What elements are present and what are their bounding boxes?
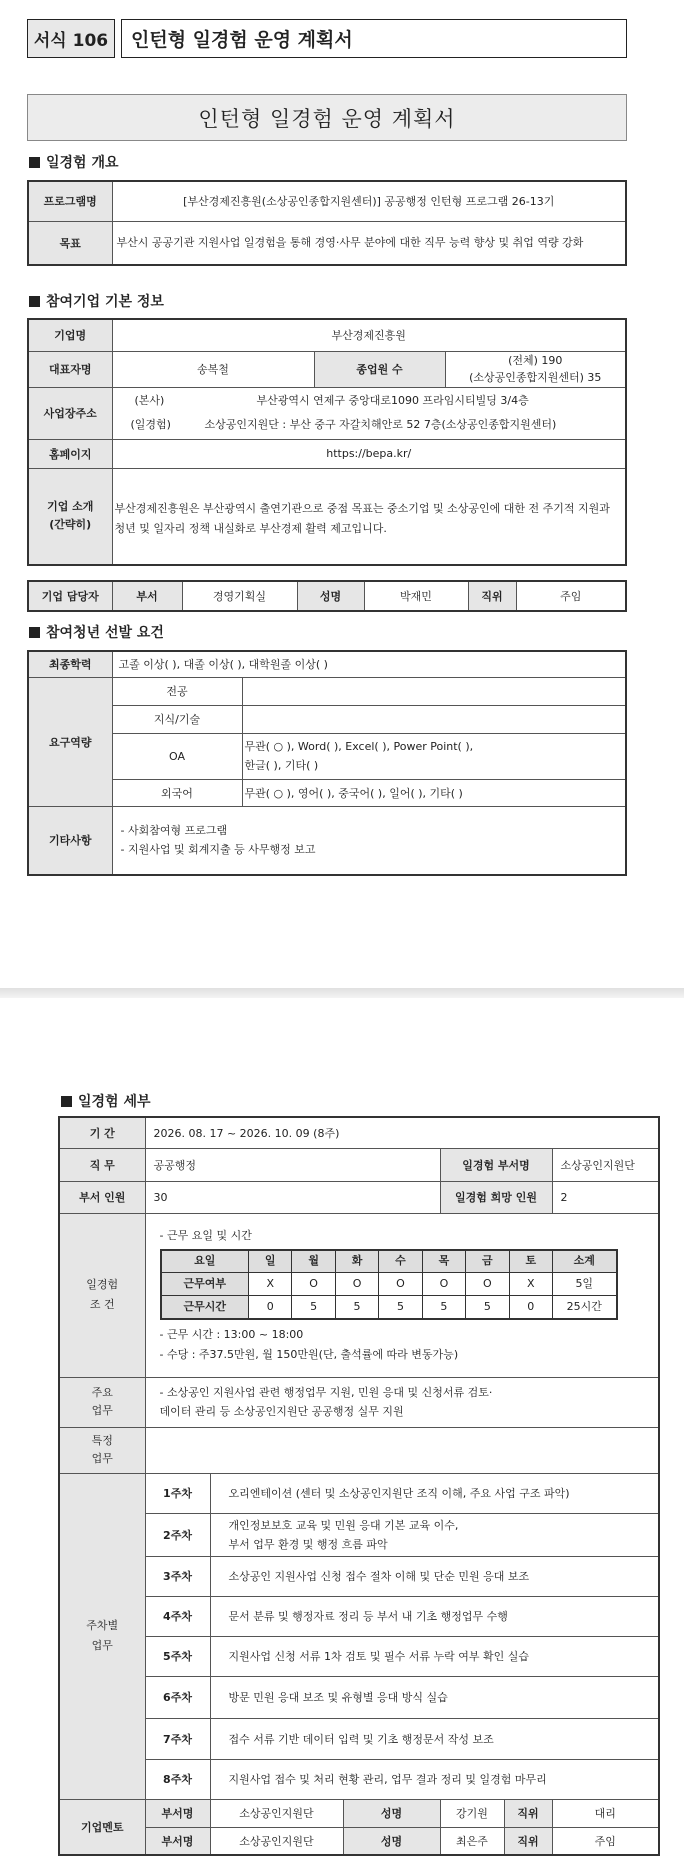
contact-label: 기업 담당자	[28, 581, 112, 611]
language-label: 외국어	[112, 779, 242, 806]
work-tag: (일경험)	[130, 418, 171, 431]
requirements-table	[27, 650, 627, 876]
skill-label: 지식/기술	[112, 705, 242, 733]
intro-value: 부산경제진흥원은 부산광역시 출연기관으로 중점 목표는 중소기업 및 소상공인에 대한 전 주기적 지원과 청년 및 일자리 정책 내실화로 부산경제 활력 제고입니다.	[112, 468, 626, 565]
mentor-dept-label: 부서명	[145, 1799, 210, 1827]
schedule-row-workdays: 근무여부 X O O O O O X 5일	[161, 1273, 617, 1296]
dept-label: 일경험 부서명	[440, 1148, 552, 1181]
section-overview-heading	[29, 152, 119, 172]
contact-position-label: 직위	[468, 581, 516, 611]
schedule-header-row: 요일 일 월 화 수 목 금 토 소계	[161, 1250, 617, 1273]
staff-label: 부서 인원	[59, 1181, 145, 1213]
weekly-label: 주차별 업무	[59, 1473, 145, 1799]
ceo-label: 대표자명	[28, 351, 112, 387]
detail-table	[58, 1116, 660, 1856]
education-label: 최종학력	[28, 651, 112, 677]
contact-name-label: 성명	[297, 581, 364, 611]
mentor-name-label: 성명	[343, 1799, 440, 1827]
company-name-value: 부산경제진흥원	[112, 319, 626, 351]
section-requirements-heading	[29, 622, 164, 642]
company-table	[27, 318, 627, 566]
employee-value	[445, 351, 626, 387]
mentor-name-value: 최은주	[440, 1827, 504, 1855]
document-title: 인턴형 일경험 운영 계획서	[27, 94, 627, 141]
week-task: 지원사업 신청 서류 1차 검토 및 필수 서류 누락 여부 확인 실습	[210, 1636, 659, 1676]
main-duty-label: 주요 업무	[59, 1377, 145, 1427]
form-code: 서식 106	[27, 19, 115, 58]
section-title: 일경험 세부	[78, 1094, 151, 1110]
week-number: 2주차	[145, 1513, 210, 1556]
week-task: 접수 서류 기반 데이터 입력 및 기초 행정문서 작성 보조	[210, 1718, 659, 1759]
hq-tag: (본사)	[134, 394, 165, 407]
goal-label: 목표	[28, 221, 112, 265]
mentor-name-label: 성명	[343, 1827, 440, 1855]
week-number: 7주차	[145, 1718, 210, 1759]
employee-center: (소상공인종합지원센터) 35	[469, 371, 602, 384]
etc-item: - 지원사업 및 회계지출 등 사무행정 보고	[120, 843, 316, 857]
mentor-dept-value: 소상공인지원단	[210, 1799, 343, 1827]
section-title: 참여청년 선발 요건	[46, 625, 164, 641]
skill-value	[242, 705, 626, 733]
major-label: 전공	[112, 677, 242, 705]
form-header	[27, 19, 627, 58]
intro-label: 기업 소개 (간략히)	[28, 468, 112, 565]
mentor-position-label: 직위	[504, 1799, 552, 1827]
mentor-dept-label: 부서명	[145, 1827, 210, 1855]
section-company-heading	[29, 291, 164, 311]
program-label: 프로그램명	[28, 181, 112, 221]
oa-label: OA	[112, 733, 242, 779]
education-value: 고졸 이상( ), 대졸 이상( ), 대학원졸 이상( )	[112, 651, 626, 677]
want-label: 일경험 희망 인원	[440, 1181, 552, 1213]
contact-position-value: 주임	[516, 581, 626, 611]
hq-address: 부산광역시 연제구 중앙대로1090 프라임시티빌딩 3/4층	[256, 394, 529, 407]
mentor-name-value: 강기원	[440, 1799, 504, 1827]
period-value: 2026. 08. 17 ~ 2026. 10. 09 (8주)	[145, 1117, 659, 1148]
allowance: - 수당 : 주37.5만원, 월 150만원(단, 출석률에 따라 변동가능)	[159, 1347, 459, 1361]
mentor-label: 기업멘토	[59, 1799, 145, 1855]
week-task: 문서 분류 및 행정자료 정리 등 부서 내 기초 행정업무 수행	[210, 1596, 659, 1636]
week-task: 개인정보보호 교육 및 민원 응대 기본 교육 이수, 부서 업무 환경 및 행정 흐름 파악	[210, 1513, 659, 1556]
square-bullet-icon	[29, 627, 40, 638]
schedule-row-hours: 근무시간 0 5 5 5 5 5 0 25시간	[161, 1296, 617, 1319]
want-value: 2	[552, 1181, 659, 1213]
period-label: 기 간	[59, 1117, 145, 1148]
duty-value: 공공행정	[145, 1148, 440, 1181]
overview-table	[27, 180, 627, 266]
language-value: 무관( ○ ), 영어( ), 중국어( ), 일어( ), 기타( )	[242, 779, 626, 806]
ceo-value: 송복철	[112, 351, 314, 387]
homepage-value[interactable]: https://bepa.kr/	[112, 439, 626, 468]
goal-value: 부산시 공공기관 지원사업 일경험을 통해 경영·사무 분야에 대한 직무 능력 향상 및 취업 역량 강화	[112, 221, 626, 265]
square-bullet-icon	[29, 296, 40, 307]
employee-label: 종업원 수	[314, 351, 445, 387]
duty-label: 직 무	[59, 1148, 145, 1181]
section-detail-heading	[61, 1091, 151, 1111]
mentor-position-value: 대리	[552, 1799, 659, 1827]
address-value	[112, 387, 626, 439]
major-value	[242, 677, 626, 705]
week-number: 4주차	[145, 1596, 210, 1636]
dept-value: 소상공인지원단	[552, 1148, 659, 1181]
etc-value	[112, 806, 626, 875]
week-number: 6주차	[145, 1676, 210, 1718]
contact-dept-value: 경영기획실	[182, 581, 297, 611]
company-name-label: 기업명	[28, 319, 112, 351]
week-task: 오리엔테이션 (센터 및 소상공인지원단 조직 이해, 주요 사업 구조 파악)	[210, 1473, 659, 1513]
section-title: 참여기업 기본 정보	[46, 294, 164, 310]
schedule-table	[160, 1249, 618, 1320]
week-task: 방문 민원 응대 보조 및 유형별 응대 방식 실습	[210, 1676, 659, 1718]
employee-total: (전체) 190	[508, 354, 563, 367]
section-title: 일경험 개요	[46, 155, 119, 171]
program-value: [부산경제진흥원(소상공인종합지원센터)] 공공행정 인턴형 프로그램 26-13기	[112, 181, 626, 221]
week-number: 3주차	[145, 1556, 210, 1596]
etc-item: - 사회참여형 프로그램	[120, 824, 228, 838]
contact-table	[27, 580, 627, 612]
page-divider	[0, 988, 684, 998]
special-duty-value	[145, 1427, 659, 1473]
week-number: 8주차	[145, 1759, 210, 1799]
form-title: 인턴형 일경험 운영 계획서	[121, 19, 627, 58]
address-label: 사업장주소	[28, 387, 112, 439]
condition-intro: - 근무 요일 및 시간	[159, 1228, 252, 1242]
square-bullet-icon	[29, 157, 40, 168]
square-bullet-icon	[61, 1096, 72, 1107]
work-time: - 근무 시간 : 13:00 ~ 18:00	[159, 1327, 304, 1341]
mentor-position-value: 주임	[552, 1827, 659, 1855]
etc-label: 기타사항	[28, 806, 112, 875]
work-address: 소상공인지원단 : 부산 중구 자갈치해안로 52 7층(소상공인종합지원센터)	[204, 418, 557, 431]
week-number: 5주차	[145, 1636, 210, 1676]
mentor-dept-value: 소상공인지원단	[210, 1827, 343, 1855]
oa-value: 무관( ○ ), Word( ), Excel( ), Power Point( ), 한글( ), 기타( )	[242, 733, 626, 779]
homepage-label: 홈페이지	[28, 439, 112, 468]
staff-value: 30	[145, 1181, 440, 1213]
special-duty-label: 특정 업무	[59, 1427, 145, 1473]
condition-value	[145, 1213, 659, 1377]
competency-label: 요구역량	[28, 677, 112, 806]
contact-dept-label: 부서	[112, 581, 182, 611]
week-task: 소상공인 지원사업 신청 접수 절차 이해 및 단순 민원 응대 보조	[210, 1556, 659, 1596]
main-duty-value: - 소상공인 지원사업 관련 행정업무 지원, 민원 응대 및 신청서류 검토· 데이터 관리 등 소상공인지원단 공공행정 실무 지원	[145, 1377, 659, 1427]
condition-label: 일경험 조 건	[59, 1213, 145, 1377]
mentor-position-label: 직위	[504, 1827, 552, 1855]
week-number: 1주차	[145, 1473, 210, 1513]
week-task: 지원사업 접수 및 처리 현황 관리, 업무 결과 정리 및 일경험 마무리	[210, 1759, 659, 1799]
contact-name-value: 박재민	[364, 581, 468, 611]
